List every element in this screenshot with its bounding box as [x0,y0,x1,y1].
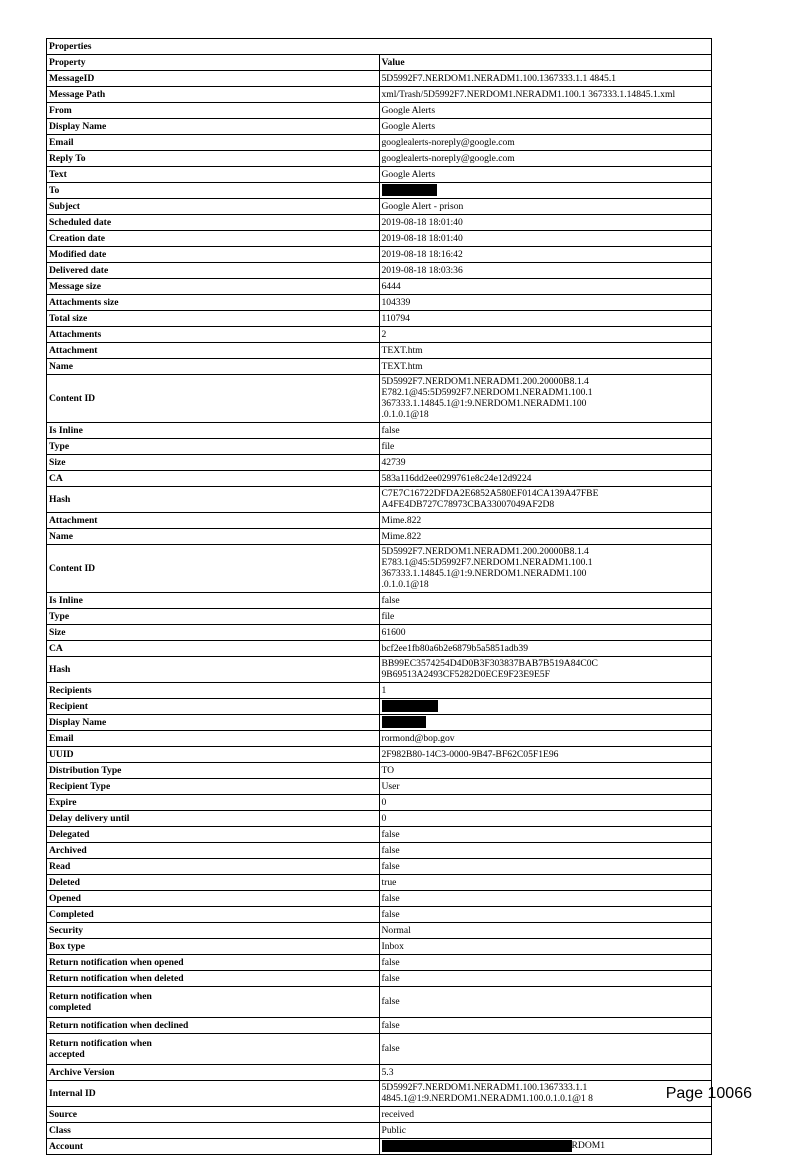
row-label-from-email: Email [47,135,380,151]
table-row [47,529,712,545]
row-label-rec-email: Email [47,731,380,747]
table-row [47,471,712,487]
row-value-att2-is-inline: false [379,593,712,609]
table-row [47,455,712,471]
row-value-att1-size: 42739 [379,455,712,471]
row-label-att1-is-inline: Is Inline [47,423,380,439]
table-row [47,231,712,247]
row-value-rec-email: rormond@bop.gov [379,731,712,747]
row-label-attachments: Attachments [47,327,380,343]
table-row [47,593,712,609]
row-label-message-id: MessageID [47,71,380,87]
row-label-from-display-name: Display Name [47,119,380,135]
redaction-bar [382,716,426,728]
row-value-rn-opened: false [379,955,712,971]
header-row [47,55,712,71]
row-value-archived: false [379,843,712,859]
row-value-rn-completed: false [379,987,712,1018]
row-label-att1-name: Name [47,359,380,375]
redaction-bar [382,1140,572,1152]
table-row [47,795,712,811]
table-row [47,1081,712,1107]
row-value-from-text: Google Alerts [379,167,712,183]
row-value-to [379,183,712,199]
table-row [47,423,712,439]
table-row [47,827,712,843]
row-value-rn-deleted: false [379,971,712,987]
row-label-subject: Subject [47,199,380,215]
row-label-opened: Opened [47,891,380,907]
table-row [47,763,712,779]
row-value-opened: false [379,891,712,907]
row-value-attachments: 2 [379,327,712,343]
row-value-from-display-name: Google Alerts [379,119,712,135]
table-row [47,151,712,167]
table-row [47,135,712,151]
table-row [47,779,712,795]
table-row [47,1139,712,1155]
row-label-modified-date: Modified date [47,247,380,263]
row-label-rn-completed [47,987,380,1018]
row-value-att2-ca: bcf2ee1fb80a6b2e6879b5a5851adb39 [379,641,712,657]
row-value-class: Public [379,1123,712,1139]
table-row [47,247,712,263]
row-label-delegated: Delegated [47,827,380,843]
row-label-attachment-1: Attachment [47,343,380,359]
properties-table [46,38,712,1155]
row-label-class: Class [47,1123,380,1139]
table-row [47,657,712,683]
label-line-1: Return notification when [49,1037,152,1049]
row-value-message-path: xml/Trash/5D5992F7.NERDOM1.NERADM1.100.1 367333.1.14845.1.xml [379,87,712,103]
row-label-att1-type: Type [47,439,380,455]
content-id-line-1: 5D5992F7.NERDOM1.NERADM1.200.20000B8.1.4 [381,546,589,557]
row-value-creation-date: 2019-08-18 18:01:40 [379,231,712,247]
table-row [47,641,712,657]
row-label-source: Source [47,1107,380,1123]
row-label-att2-size: Size [47,625,380,641]
table-row [47,1123,712,1139]
row-label-completed: Completed [47,907,380,923]
table-row [47,439,712,455]
table-row [47,327,712,343]
table-row [47,625,712,641]
row-label-rec-display-name: Display Name [47,715,380,731]
label-line-1: Return notification when [49,990,152,1002]
row-value-modified-date: 2019-08-18 18:16:42 [379,247,712,263]
table-row [47,971,712,987]
row-label-att1-size: Size [47,455,380,471]
table-row [47,699,712,715]
row-label-internal-id: Internal ID [47,1081,380,1107]
table-row [47,843,712,859]
row-value-recipient [379,699,712,715]
row-label-archive-version: Archive Version [47,1065,380,1081]
table-row [47,359,712,375]
row-label-rec-uuid: UUID [47,747,380,763]
row-value-message-id: 5D5992F7.NERDOM1.NERADM1.100.1367333.1.1 4845.1 [379,71,712,87]
label-line-2: accepted [49,1048,85,1060]
row-value-attachments-size: 104339 [379,295,712,311]
row-value-att2-type: file [379,609,712,625]
row-value-rn-declined: false [379,1018,712,1034]
table-row [47,987,712,1018]
table-row [47,923,712,939]
row-label-att2-content-id: Content ID [47,545,380,593]
row-value-deleted: true [379,875,712,891]
row-label-recipient: Recipient [47,699,380,715]
row-value-attachment-2: Mime.822 [379,513,712,529]
content-id-line-2: E783.1@45:5D5992F7.NERDOM1.NERADM1.100.1 367333.1.14845.1@1:9.NERDOM1.NERADM1.100 [381,557,593,579]
row-value-att1-name: TEXT.htm [379,359,712,375]
row-label-att2-type: Type [47,609,380,625]
table-row [47,859,712,875]
row-value-rec-distribution-type: TO [379,763,712,779]
row-label-att2-name: Name [47,529,380,545]
table-row [47,1034,712,1065]
row-value-scheduled-date: 2019-08-18 18:01:40 [379,215,712,231]
table-row [47,343,712,359]
table-row [47,811,712,827]
table-row [47,747,712,763]
page-number: Page 10066 [665,1085,752,1102]
table-row [47,103,712,119]
row-label-rec-recipient-type: Recipient Type [47,779,380,795]
row-label-rn-opened: Return notification when opened [47,955,380,971]
row-value-from: Google Alerts [379,103,712,119]
account-visible-suffix: RDOM1 [571,1140,606,1152]
row-label-attachments-size: Attachments size [47,295,380,311]
row-label-rn-accepted [47,1034,380,1065]
row-value-internal-id: 5D5992F7.NERDOM1.NERADM1.100.1367333.1.1 4845.1@1:9.NERDOM1.NERADM1.100.0.1.0.1@1 8 [379,1081,712,1107]
row-label-att2-ca: CA [47,641,380,657]
table-row [47,545,712,593]
table-row [47,731,712,747]
redaction-bar [382,184,437,196]
row-label-deleted: Deleted [47,875,380,891]
row-value-rec-recipient-type: User [379,779,712,795]
content-id-line-2: E782.1@45:5D5992F7.NERDOM1.NERADM1.100.1 367333.1.14845.1@1:9.NERDOM1.NERADM1.100 [381,387,593,409]
table-row [47,199,712,215]
row-value-archive-version: 5.3 [379,1065,712,1081]
row-label-total-size: Total size [47,311,380,327]
row-label-att2-hash: Hash [47,657,380,683]
row-value-attachment-1: TEXT.htm [379,343,712,359]
table-row [47,1107,712,1123]
table-row [47,375,712,423]
row-label-attachment-2: Attachment [47,513,380,529]
content-id-line-3: .0.1.0.1@18 [381,409,429,420]
table-row [47,295,712,311]
row-label-box-type: Box type [47,939,380,955]
row-value-message-size: 6444 [379,279,712,295]
row-value-account [379,1139,712,1155]
row-value-rn-accepted: false [379,1034,712,1065]
row-label-from: From [47,103,380,119]
table-row [47,215,712,231]
row-label-security: Security [47,923,380,939]
table-row [47,1018,712,1034]
row-label-rn-deleted: Return notification when deleted [47,971,380,987]
table-row [47,167,712,183]
table-row [47,1065,712,1081]
row-label-delay-delivery: Delay delivery until [47,811,380,827]
table-row [47,907,712,923]
row-value-total-size: 110794 [379,311,712,327]
row-value-delivered-date: 2019-08-18 18:03:36 [379,263,712,279]
row-value-recipients: 1 [379,683,712,699]
redaction-bar [382,700,438,712]
row-label-message-size: Message size [47,279,380,295]
row-value-from-email: googlealerts-noreply@google.com [379,135,712,151]
row-label-read: Read [47,859,380,875]
row-value-att1-content-id [379,375,712,423]
row-value-read: false [379,859,712,875]
table-title: Properties [47,39,712,55]
row-value-completed: false [379,907,712,923]
row-label-from-reply-to: Reply To [47,151,380,167]
row-value-att1-hash: C7E7C16722DFDA2E6852A580EF014CA139A47FBE A4FE4DB727C78973CBA33007049AF2D8 [379,487,712,513]
table-row [47,183,712,199]
table-row [47,875,712,891]
column-header-property: Property [47,55,380,71]
row-label-creation-date: Creation date [47,231,380,247]
row-value-from-reply-to: googlealerts-noreply@google.com [379,151,712,167]
table-row [47,487,712,513]
table-row [47,119,712,135]
table-row [47,263,712,279]
table-row [47,715,712,731]
row-label-att1-content-id: Content ID [47,375,380,423]
row-label-att1-ca: CA [47,471,380,487]
row-label-message-path: Message Path [47,87,380,103]
row-value-expire: 0 [379,795,712,811]
table-row [47,279,712,295]
table-row [47,87,712,103]
label-line-2: completed [49,1001,92,1013]
row-value-att2-content-id [379,545,712,593]
table-row [47,311,712,327]
row-label-expire: Expire [47,795,380,811]
row-value-box-type: Inbox [379,939,712,955]
row-label-rn-declined: Return notification when declined [47,1018,380,1034]
table-row [47,609,712,625]
row-value-rec-uuid: 2F982B80-14C3-0000-9B47-BF62C05F1E96 [379,747,712,763]
row-value-security: Normal [379,923,712,939]
row-label-account: Account [47,1139,380,1155]
row-value-delay-delivery: 0 [379,811,712,827]
row-label-att2-is-inline: Is Inline [47,593,380,609]
row-value-rec-display-name [379,715,712,731]
row-value-delegated: false [379,827,712,843]
row-label-delivered-date: Delivered date [47,263,380,279]
row-label-archived: Archived [47,843,380,859]
table-row [47,891,712,907]
row-label-recipients: Recipients [47,683,380,699]
row-value-att2-hash: BB99EC3574254D4D0B3F303837BAB7B519A84C0C 9B69513A2493CF5282D0ECE9F23E9E5F [379,657,712,683]
table-row [47,955,712,971]
row-label-scheduled-date: Scheduled date [47,215,380,231]
row-label-rec-distribution-type: Distribution Type [47,763,380,779]
row-value-att2-size: 61600 [379,625,712,641]
content-id-line-3: .0.1.0.1@18 [381,579,429,590]
row-value-subject: Google Alert - prison [379,199,712,215]
row-value-att1-ca: 583a116dd2ee0299761e8c24e12d9224 [379,471,712,487]
content-id-line-1: 5D5992F7.NERDOM1.NERADM1.200.20000B8.1.4 [381,376,589,387]
row-label-to: To [47,183,380,199]
row-value-att1-type: file [379,439,712,455]
table-row [47,683,712,699]
row-label-from-text: Text [47,167,380,183]
row-value-att2-name: Mime.822 [379,529,712,545]
table-row [47,939,712,955]
table-row [47,513,712,529]
row-value-source: received [379,1107,712,1123]
row-label-att1-hash: Hash [47,487,380,513]
row-value-att1-is-inline: false [379,423,712,439]
table-row [47,71,712,87]
column-header-value: Value [379,55,712,71]
